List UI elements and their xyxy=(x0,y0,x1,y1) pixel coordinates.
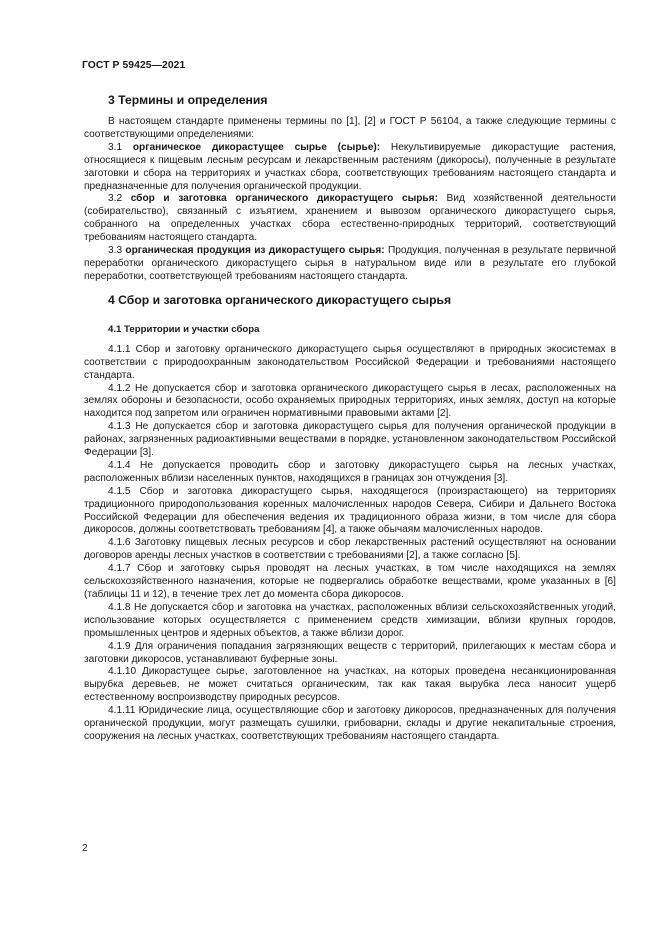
paragraph-4-1-7: 4.1.7 Сбор и заготовку сырья проводят на лесных участках, в том числе находящихся на землях сельскохозяйственного назначения, которые не подвергались обработке веществами, кроме указанных в [6] (таблицы 11 и 12), в течение трех лет до момента сбора дикоросов. xyxy=(84,563,616,600)
paragraph-4-1-6: 4.1.6 Заготовку пищевых лесных ресурсов и сбор лекарственных растений осуществляют на основании договоров аренды лесных участков в соответствии с требованиями [2], а также согласно [5]. xyxy=(84,537,616,562)
section-3-title: 3 Термины и определения xyxy=(108,93,268,107)
term-name: сбор и заготовка органического дикорастущего сырья: xyxy=(130,193,438,205)
term-name: органическое дикорастущее сырье (сырье): xyxy=(132,141,381,153)
paragraph-4-1-11: 4.1.11 Юридические лица, осуществляющие сбор и заготовку дикоросов, предназначенных для получения органической продукции, могут размещать сушилки, грибоварни, склады и другие некапитальные строения, сооружения на лесных участках, соответствующих требованиям настоящего стандарта. xyxy=(84,705,616,742)
section-3-intro: В настоящем стандарте применены термины по [1], [2] и ГОСТ Р 56104, а также следующие термины с соответствующими определениями: xyxy=(84,116,616,140)
subsection-4-1-title: 4.1 Территории и участки сбора xyxy=(108,323,260,335)
term-number: 3.2 xyxy=(108,193,123,205)
standard-header: ГОСТ Р 59425—2021 xyxy=(82,60,186,71)
term-3-1 xyxy=(84,142,616,194)
term-number: 3.3 xyxy=(108,245,123,257)
term-3-3 xyxy=(84,245,616,284)
term-name: органическая продукция из дикорастущего сырья: xyxy=(125,245,385,257)
paragraph-4-1-2: 4.1.2 Не допускается сбор и заготовка органического дикорастущего сырья в лесах, расположенных на землях обороны и безопасности, особо охраняемых природных территориях, иных землях, доступ на которые находится под запретом или ограничен нормативными правовыми актами [2]. xyxy=(84,382,616,420)
term-definition: Вид хозяйственной деятельности (собирательство), связанный с изъятием, хранением и вывозом органического дикорастущего сырья, собранного на определенных участках сбора естественно-природных территорий, соответствующий требованиям настоящего стандарта. xyxy=(84,193,616,244)
term-definition: Некультивируемые дикорастущие растения, относящиеся к пищевым лесным ресурсам и лекарственным растениям (дикоросы), полученные в результате заготовки и сбора на территориях и участках сбора, соответствующих требованиям настоящего стандарта и предназначенные для получения органической продукции. xyxy=(84,141,616,192)
term-definition: Продукция, полученная в результате первичной переработки органического дикорастущего сырья в натуральном виде или в результате его глубокой переработки, соответствующей требованиям настоящего стандарта. xyxy=(84,245,617,282)
paragraph-4-1-4: 4.1.4 Не допускается проводить сбор и заготовку дикорастущего сырья на лесных участках, расположенных вблизи населенных пунктов, находящихся в границах зон отчуждения [3]. xyxy=(84,459,616,484)
paragraph-4-1-1: 4.1.1 Сбор и заготовку органического дикорастущего сырья осуществляют в природных экосистемах в соответствии с природоохранным законодательством Российской Федерации и требованиями настоящего стандарта. xyxy=(84,343,616,381)
term-number: 3.1 xyxy=(108,141,123,153)
page-number: 2 xyxy=(82,843,88,854)
paragraph-4-1-8: 4.1.8 Не допускается сбор и заготовка на участках, расположенных вблизи сельскохозяйственных угодий, использование которых осуществляется с применением средств химизации, вблизи крупных городов, промышленных центров и ядерных объектов, а также вблизи дорог. xyxy=(84,601,616,639)
document-body xyxy=(84,84,616,744)
paragraph-4-1-9: 4.1.9 Для ограничения попадания загрязняющих веществ с территорий, прилегающих к местам сбора и заготовки дикоросов, устанавливают буферные зоны. xyxy=(84,640,616,665)
paragraph-4-1-10: 4.1.10 Дикорастущее сырье, заготовленное на участках, на которых проведена несанкционированная вырубка деревьев, не может считаться органическим, так как такая вырубка леса наносит ущерб естественному воспроизводству природных ресурсов. xyxy=(84,666,616,704)
paragraph-4-1-3: 4.1.3 Не допускается сбор и заготовка дикорастущего сырья для получения органической продукции в районах, загрязненных радиоактивными веществами в порядке, установленном законодательством Российской Федерации [3]. xyxy=(84,421,616,459)
term-3-2 xyxy=(84,193,616,245)
paragraph-4-1-5: 4.1.5 Сбор и заготовка дикорастущего сырья, находящегося (произрастающего) на территориях традиционного природопользования коренных малочисленных народов Севера, Сибири и Дальнего Востока Российской Федерации для обеспечения ведения их традиционного образа жизни, в том числе для сбора дикоросов, должны соответствовать требованиям [4], а также обычаям малочисленных народов. xyxy=(84,485,616,536)
section-4-title: 4 Сбор и заготовка органического дикорастущего сырья xyxy=(108,292,452,307)
